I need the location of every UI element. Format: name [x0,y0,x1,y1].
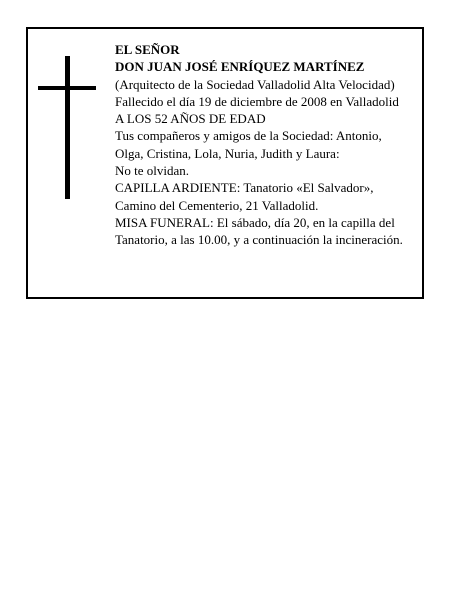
notice-text [115,41,420,249]
mourners-line-1: Tus compañeros y amigos de la Sociedad: Antonio, [115,128,382,144]
chapel-line-1: CAPILLA ARDIENTE: Tanatorio «El Salvador», [115,180,374,196]
cross-icon [38,56,96,199]
funeral-mass-line-1: MISA FUNERAL: El sábado, día 20, en la capilla del [115,214,395,230]
chapel-line-2: Camino del Cementerio, 21 Valladolid. [115,197,319,213]
deceased-name: DON JUAN JOSÉ ENRÍQUEZ MARTÍNEZ [115,59,365,75]
funeral-mass-line-2: Tanatorio, a las 10.00, y a continuación la incineración. [115,232,403,248]
cross-horizontal-bar [38,86,96,90]
remembrance-line: No te olvidan. [115,163,190,179]
cross-vertical-bar [65,56,70,199]
mourners-line-2: Olga, Cristina, Lola, Nuria, Judith y Laura: [115,145,340,161]
age-at-death: A LOS 52 AÑOS DE EDAD [115,111,266,127]
deceased-role: (Arquitecto de la Sociedad Valladolid Alta Velocidad) [115,76,395,92]
notice-title: EL SEÑOR [115,42,180,57]
death-details: Fallecido el día 19 de diciembre de 2008 en Valladolid [115,93,399,109]
obituary-notice [26,27,424,299]
